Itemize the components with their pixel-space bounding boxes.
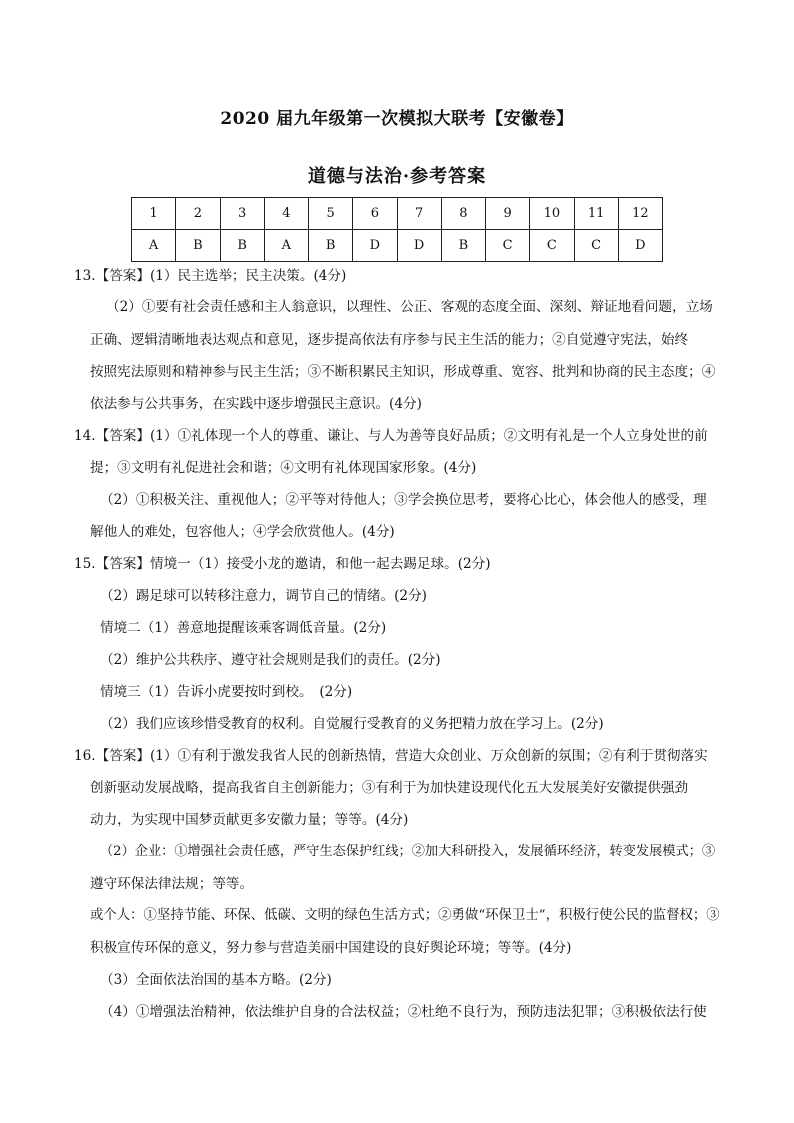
answer-line: 或个人：①坚持节能、环保、低碳、文明的绿色生活方式；②勇做“环保卫士”，积极行使公民的监督权；③ xyxy=(90,908,720,923)
answer-choice: C xyxy=(486,230,530,262)
question-number: 4 xyxy=(264,198,308,230)
answer-line: 解他人的难处，包容他人；④学会欣赏他人。(4分) xyxy=(90,524,395,540)
answer-choice: D xyxy=(397,230,441,262)
answer-line: 13.【答案】(1）民主选举；民主决策。(4分) xyxy=(74,268,347,284)
answer-line: 情境三（1）告诉小虎要按时到校。 (2分) xyxy=(100,684,353,700)
answer-line: （2）①积极关注、重视他人；②平等对待他人；③学会换位思考，要将心比心，体会他人的感受，理 xyxy=(100,492,707,508)
answer-line: （2）企业：①增强社会责任感，严守生态保护红线；②加大科研投入，发展循环经济，转变发展模式；③ xyxy=(100,844,716,859)
answer-line: 情境二（1）善意地提醒该乘客调低音量。(2分) xyxy=(100,620,387,636)
answer-table-number-row xyxy=(132,198,663,230)
question-number: 2 xyxy=(176,198,220,230)
question-number: 3 xyxy=(220,198,264,230)
answer-line: 创新驱动发展战略，提高我省自主创新能力；③有利于为加快建设现代化五大发展美好安徽提供强劲 xyxy=(90,780,689,796)
answer-choice: B xyxy=(176,230,220,262)
answer-line: （4）①增强法治精神，依法维护自身的合法权益；②杜绝不良行为，预防违法犯罪；③积极依法行使 xyxy=(100,1004,707,1020)
answer-line: 提；③文明有礼促进社会和谐；④文明有礼体现国家形象。(4分) xyxy=(90,460,477,476)
question-number: 8 xyxy=(441,198,485,230)
question-number: 5 xyxy=(309,198,353,230)
answer-line: 动力，为实现中国梦贡献更多安徽力量；等等。(4分) xyxy=(90,812,409,828)
question-number: 10 xyxy=(530,198,574,230)
answer-line: （2）维护公共秩序、遵守社会规则是我们的责任。(2分) xyxy=(100,652,441,668)
answer-choice: A xyxy=(264,230,308,262)
answer-choice: B xyxy=(441,230,485,262)
page-subtitle: 道德与法治·参考答案 xyxy=(307,166,487,187)
question-number: 7 xyxy=(397,198,441,230)
answer-line: 正确、逻辑清晰地表达观点和意见，逐步提高依法有序参与民主生活的能力；②自觉遵守宪法，始终 xyxy=(90,332,689,348)
answer-line: （3）全面依法治国的基本方略。(2分) xyxy=(100,972,332,988)
answer-choice: D xyxy=(618,230,662,262)
answer-line: （2）我们应该珍惜受教育的权利。自觉履行受教育的义务把精力放在学习上。(2分) xyxy=(100,716,604,732)
answer-line: 积极宣传环保的意义，努力参与营造美丽中国建设的良好舆论环境；等等。(4分) xyxy=(90,940,572,956)
answer-line: 15.【答案】情境一（1）接受小龙的邀请，和他一起去踢足球。(2分) xyxy=(74,556,491,572)
answer-choice: C xyxy=(574,230,618,262)
question-number: 6 xyxy=(353,198,397,230)
question-number: 11 xyxy=(574,198,618,230)
answer-line: 依法参与公共事务，在实践中逐步增强民主意识。(4分) xyxy=(90,396,422,412)
answer-line: （2）踢足球可以转移注意力，调节自己的情绪。(2分) xyxy=(100,588,427,604)
answer-line: （2）①要有社会责任感和主人翁意识，以理性、公正、客观的态度全面、深刻、辩证地看问题，立场 xyxy=(106,299,713,315)
answer-table-answer-row xyxy=(132,230,663,262)
answer-line: 按照宪法原则和精神参与民主生活；③不断积累民主知识，形成尊重、宽容、批判和协商的民主态度；④ xyxy=(90,364,716,380)
question-number: 9 xyxy=(486,198,530,230)
answer-choice: B xyxy=(220,230,264,262)
answer-line: 14.【答案】(1）①礼体现一个人的尊重、谦让、与人为善等良好品质；②文明有礼是一个人立身处世的前 xyxy=(74,428,708,444)
answer-line: 16.【答案】(1）①有利于激发我省人民的创新热情，营造大众创业、万众创新的氛围；②有利于贯彻落实 xyxy=(74,748,708,764)
answer-choice: D xyxy=(353,230,397,262)
question-number: 1 xyxy=(132,198,176,230)
answer-choice: C xyxy=(530,230,574,262)
question-number: 12 xyxy=(618,198,662,230)
answer-line: 遵守环保法律法规；等等。 xyxy=(90,876,254,892)
answer-table xyxy=(131,197,663,262)
answer-choice: B xyxy=(309,230,353,262)
page-title: 2020 届九年级第一次模拟大联考【安徽卷】 xyxy=(220,109,574,129)
answer-choice: A xyxy=(132,230,176,262)
